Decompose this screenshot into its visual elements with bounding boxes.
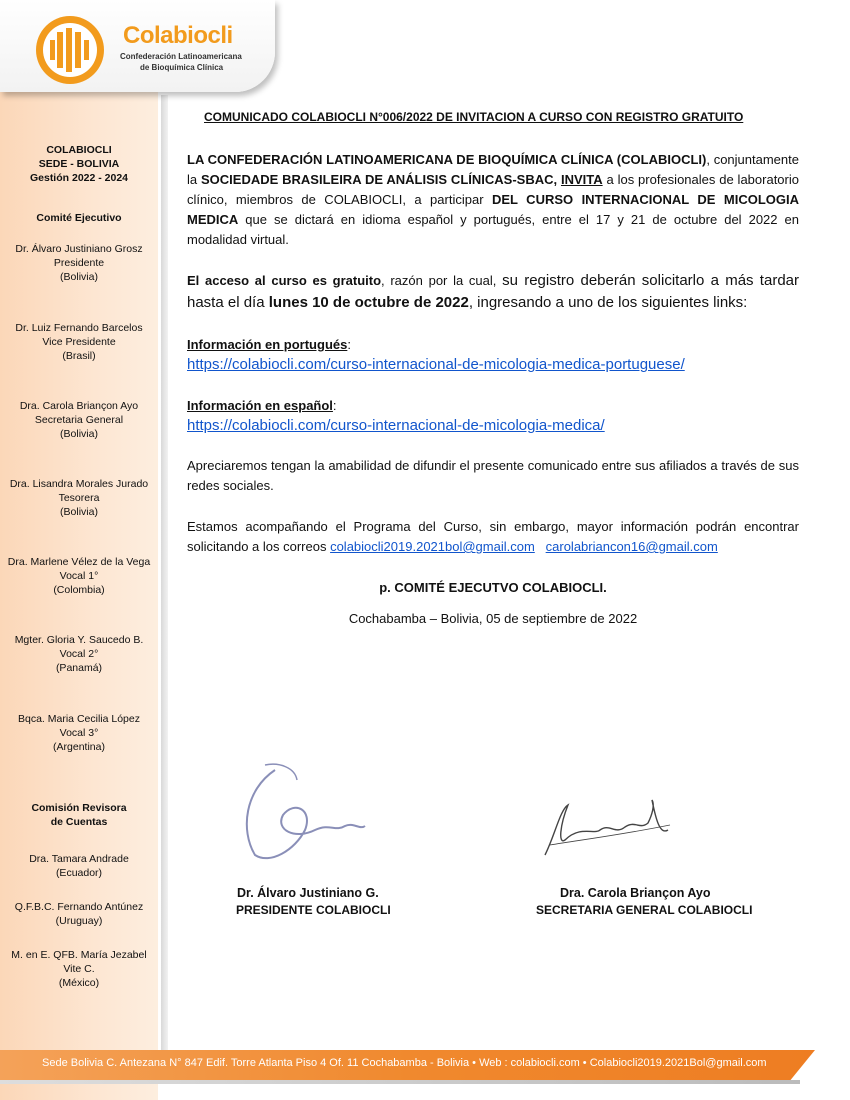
paragraph-access (187, 270, 799, 314)
colon: : (347, 337, 351, 352)
text: que se dictará en idioma español y portugués, entre el 17 y 21 de octubre del 2022 en modalidad virtual. (187, 212, 799, 247)
text: , conjuntamente la (187, 152, 799, 187)
member-country: (Bolivia) (60, 506, 98, 518)
text: , ingresando a uno de los siguientes links: (468, 294, 748, 311)
sidebar-review-title: Comisión Revisora (31, 802, 127, 814)
deadline-date: lunes 10 de octubre de 2022 (268, 294, 469, 311)
member-role: Tesorera (58, 492, 100, 504)
member-name: Mgter. Gloria Y. Saucedo B. (14, 634, 144, 646)
president-signature (235, 760, 375, 870)
member-name: Dr. Luiz Fernando Barcelos (15, 322, 143, 334)
sidebar-gestion: Gestión 2022 - 2024 (29, 172, 129, 184)
spanish-label: Información en español (187, 398, 333, 413)
sidebar-divider (161, 95, 168, 1055)
colabiocli-logo-icon (34, 14, 106, 86)
email-link-2[interactable]: carolabriancon16@gmail.com (545, 539, 718, 554)
reviewer-country: (Ecuador) (55, 867, 103, 879)
reviewer-name: M. en E. QFB. María Jezabel (11, 949, 147, 961)
member-name: Dr. Álvaro Justiniano Grosz (15, 243, 143, 255)
logo-subtitle-1: Confederación Latinoamericana (120, 52, 242, 61)
reviewer-name: Dra. Tamara Andrade (29, 853, 129, 865)
email-link-1[interactable]: colabiocli2019.2021bol@gmail.com (330, 539, 535, 554)
member-role: Vice Presidente (42, 336, 116, 348)
member-role: Vocal 2° (59, 648, 99, 660)
org-name: LA CONFEDERACIÓN LATINOAMERICANA DE BIOQUÍMICA CLÍNICA (COLABIOCLI) (187, 152, 707, 167)
member-country: (Panamá) (55, 662, 103, 674)
closing: p. COMITÉ EJECUTVO COLABIOCLI. (379, 580, 607, 595)
footer-shadow (0, 1080, 800, 1084)
society-name: SOCIEDADE BRASILEIRA DE ANÁLISIS CLÍNICAS-SBAC, (200, 172, 558, 187)
member-country: (Argentina) (53, 741, 105, 753)
spanish-info (187, 396, 799, 436)
sidebar-org: COLABIOCLI (46, 144, 112, 156)
member-name: Dra. Marlene Vélez de la Vega (7, 556, 151, 568)
member-role: Presidente (53, 257, 105, 269)
member-role: Vocal 1° (59, 570, 99, 582)
sidebar-sede: SEDE - BOLIVIA (38, 158, 120, 170)
text: , razón por la cual, (381, 273, 503, 288)
letterhead-logo-block (0, 0, 275, 92)
member-name: Dra. Carola Briançon Ayo (19, 400, 139, 412)
footer-address: Sede Bolivia C. Antezana N° 847 Edif. Torre Atlanta Piso 4 Of. 11 Cochabamba - Bolivia • Web : colabiocli.com • Colabiocli2019.2021Bol@gmail.com (42, 1057, 767, 1069)
paragraph-invitation (187, 150, 799, 250)
reviewer-country: (México) (58, 977, 100, 989)
text: Estamos acompañando el Programa del Curso, sin embargo, mayor información podrán encontrar solicitando a los correos (187, 519, 799, 554)
portuguese-label: Información en portugués (187, 337, 348, 352)
secretary-role: SECRETARIA GENERAL COLABIOCLI (536, 903, 753, 917)
member-country: (Brasil) (62, 350, 96, 362)
portuguese-info (187, 335, 799, 375)
logo-name: Colabiocli (123, 22, 233, 49)
sidebar-committee-title: Comité Ejecutivo (36, 212, 122, 224)
spanish-link[interactable]: https://colabiocli.com/curso-internacional-de-micologia-medica/ (187, 417, 605, 434)
free-access: El acceso al curso es gratuito (187, 273, 382, 288)
member-role: Vocal 3° (59, 727, 99, 739)
place-date: Cochabamba – Bolivia, 05 de septiembre de 2022 (348, 611, 638, 626)
member-role: Secretaria General (34, 414, 124, 426)
invita-word: INVITA (560, 172, 603, 187)
colon: : (332, 398, 337, 413)
reviewer-name-2: Vite C. (63, 963, 95, 975)
member-country: (Bolivia) (60, 271, 98, 283)
text: su registro deberán solicitarlo a más tardar hasta el día (187, 272, 799, 311)
text: a los profesionales de laboratorio clínico, miembros de COLABIOCLI, a participar (187, 172, 799, 207)
member-name: Bqca. Maria Cecilia López (18, 713, 140, 725)
logo-subtitle-2: de Bioquímica Clínica (140, 63, 224, 72)
sidebar-review-title-2: de Cuentas (50, 816, 108, 828)
reviewer-name: Q.F.B.C. Fernando Antúnez (14, 901, 144, 913)
portuguese-link[interactable]: https://colabiocli.com/curso-internacional-de-micologia-medica-portuguese/ (187, 356, 685, 373)
paragraph-dissemination: Apreciaremos tengan la amabilidad de difundir el presente comunicado entre sus afiliados a través de sus redes sociales. (187, 458, 799, 493)
course-name: DEL CURSO INTERNACIONAL DE MICOLOGIA MEDICA (187, 192, 799, 227)
secretary-signature (540, 795, 675, 865)
member-name: Dra. Lisandra Morales Jurado (9, 478, 149, 490)
president-name: Dr. Álvaro Justiniano G. (237, 886, 379, 900)
letter-title: COMUNICADO COLABIOCLI N°006/2022 DE INVITACION A CURSO CON REGISTRO GRATUITO (204, 110, 744, 124)
member-country: (Bolivia) (60, 428, 98, 440)
reviewer-country: (Uruguay) (55, 915, 103, 927)
paragraph-program (187, 517, 799, 557)
member-country: (Colombia) (53, 584, 105, 596)
president-role: PRESIDENTE COLABIOCLI (236, 903, 391, 917)
secretary-name: Dra. Carola Briançon Ayo (560, 886, 711, 900)
